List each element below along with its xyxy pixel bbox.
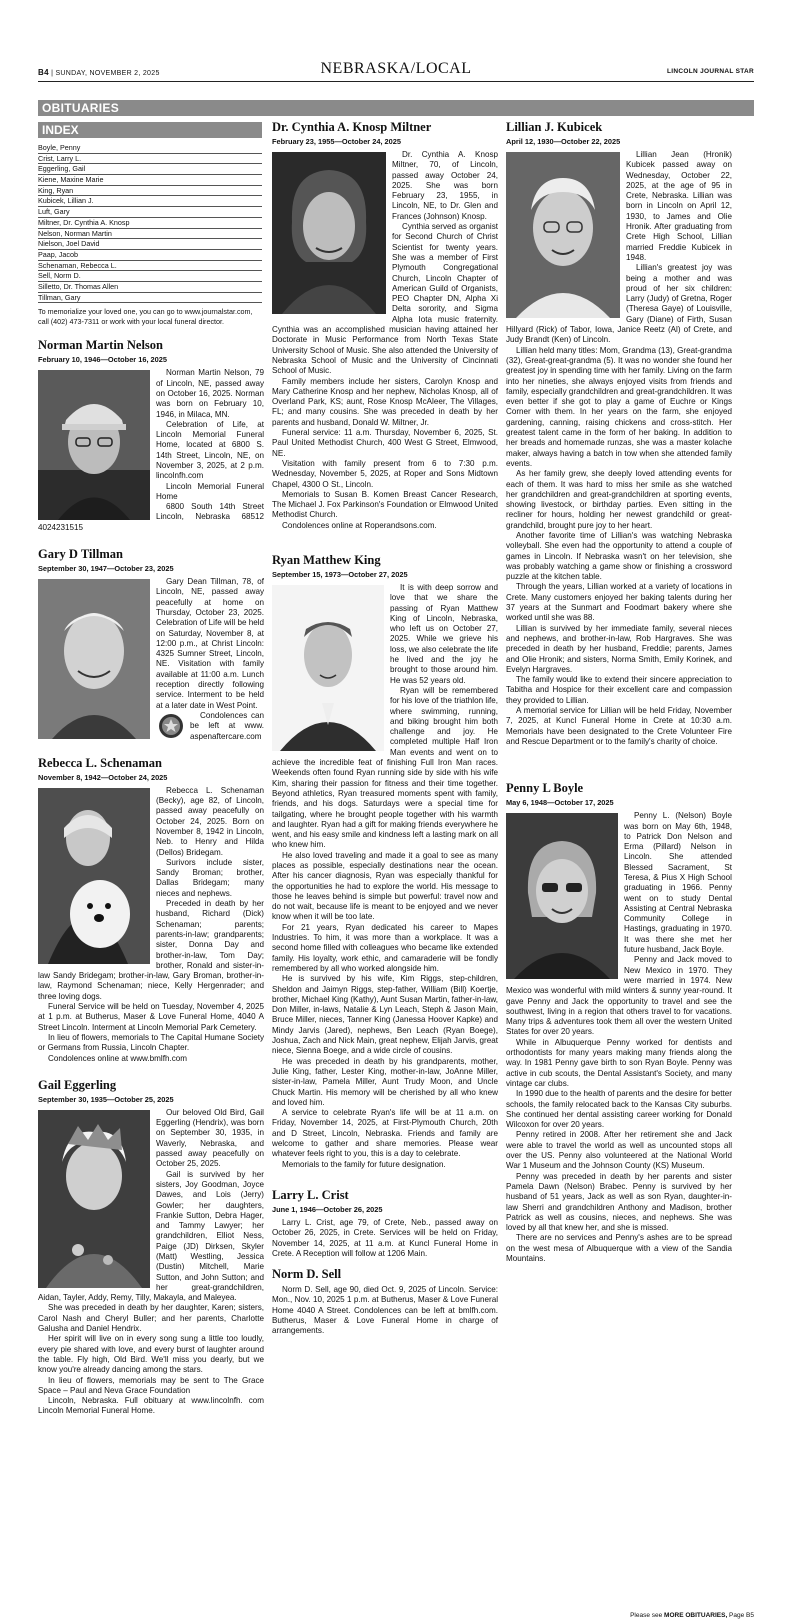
obit-name: Rebecca L. Schenaman xyxy=(38,755,162,770)
obit-paragraph: Memorials to Susan B. Komen Breast Cancer Research, The Michael J. Fox Parkinson's Foundation or Elmwood United Methodist Church. xyxy=(272,489,498,520)
index-item[interactable]: Sell, Norm D. xyxy=(38,271,262,282)
obit-body xyxy=(272,583,498,1170)
obit-name: Norm D. Sell xyxy=(272,1267,342,1282)
portrait-photo xyxy=(38,1110,150,1288)
obit-paragraph: A memorial service for Lillian will be held Friday, November 7, 2025, at Kuncl Funeral Home in Crete at 10:30 a.m. Memorials have been designated to the Crete Volunteer Fire and Rescue Department or to the family's charity of choice. xyxy=(506,706,732,746)
obit-paragraph: For 21 years, Ryan dedicated his career to Mapes Industries. To him, it was more than a workplace. It was a second home filled with colleagues who became like extended family. His loyalty, work ethic, and camaraderie will be fondly remembered by all who worked alongside him. xyxy=(272,922,498,973)
portrait-photo xyxy=(272,585,384,751)
obit-paragraph: Lillian's greatest joy was being a mother and was proud of her six children: Larry (Judy) of Gretna, Roger (Theresa Gaye) of Louisville, Gary (Diane) of Firth, Susan Hillyard (Rick) of Tabor, Iowa, Janice Reetz (Al) of Crete, and Judy Brandt (Ken) of Lincoln. xyxy=(506,263,732,345)
masthead xyxy=(38,60,754,82)
portrait-photo xyxy=(38,579,150,739)
page-number: B4 xyxy=(38,68,49,77)
obit-paragraph: Condolences online at Roperandsons.com. xyxy=(282,520,437,530)
index-item[interactable]: Kiene, Maxine Marie xyxy=(38,175,262,186)
column-1 xyxy=(38,120,264,1417)
obit-paragraph: Lillian held many titles: Mom, Grandma (13), Great-grandma (32), Great-great-grandma (5). It was no wonder she found her greatest joy in spending time with her family. Living on the farm into her nineties, she always enjoyed visits from friends and family, especially grandchildren and great-grandchildren. It was even better if she got to play a game of Euchre or Kings Corner with them. In her years on the farm, she enjoyed gardening, canning, raising chickens and cross-stitch. Her greatest talent came in the form of her baking. In addition to her breads and homemade runzas, she was a master kolache maker, always having a batch in tow when she attended family events. xyxy=(506,345,732,468)
index-item[interactable]: King, Ryan xyxy=(38,186,262,197)
obit-paragraph: Another favorite time of Lillian's was watching Nebraska volleyball. She even had the opportunity to attend a couple of games in Lincoln. If Nebraska wasn't on her television, she was probably watching a game show or finishing a crossword puzzle at the kitchen table. xyxy=(506,530,732,582)
obit-paragraph: Condolences can be left at www. aspenaftercare.com xyxy=(190,710,264,741)
index-item[interactable]: Tillman, Gary xyxy=(38,293,262,304)
obit-dates: September 30, 1935—October 25, 2025 xyxy=(38,1094,174,1104)
section-title: OBITUARIES xyxy=(38,100,754,116)
obit-dates: February 10, 1946—October 16, 2025 xyxy=(38,355,167,365)
index-note: To memorialize your loved one, you can go to www.journalstar.com, call (402) 473-7311 or work with your local funeral director. xyxy=(38,307,253,326)
obit-paragraph: In lieu of flowers, memorials to The Capital Humane Society or Germans from Russia, Lincoln Chapter. xyxy=(38,1032,264,1053)
obit-paragraph: Dr. Cynthia A. Knosp Miltner, 70, of Lincoln, passed away October 24, 2025. She was born February 23, 1955, in Lincoln, NE, to Dr. Glen and Frances (Johnson) Knosp. xyxy=(392,150,498,221)
obit-paragraph: Visitation with family present from 6 to 7:30 p.m. Wednesday, November 5, 2025, at Roper and Sons Midtown Chapel, 4300 O St., Lincoln. xyxy=(272,458,498,489)
obit-paragraph: Norman Martin Nelson, 79 of Lincoln, NE, passed away on October 16, 2025. Norman was born on February 10, 1946, in Milaca, MN. xyxy=(156,368,264,419)
obit-dates: May 6, 1948—October 17, 2025 xyxy=(506,798,614,808)
paper-name: LINCOLN JOURNAL STAR xyxy=(666,68,754,75)
issue-date: SUNDAY, NOVEMBER 2, 2025 xyxy=(55,70,160,77)
obit-dates: April 12, 1930—October 22, 2025 xyxy=(506,137,621,146)
portrait-photo xyxy=(506,152,620,318)
obit-paragraph: In 1990 due to the health of parents and the desire for better schools, the family relocated back to the Kansas City suburbs. She continued her dental assisting career working for Donald Wilcoxon for over 20 years. xyxy=(506,1089,732,1130)
index-item[interactable]: Boyle, Penny xyxy=(38,143,262,154)
obit-paragraph: Cynthia served as organist for Second Church of Christ Scientist for twenty years. She was a member of First Plymouth Congregational Church, Lincoln Chapter of American Guild of Organists, PEO Chapter DN, Alpha Xi Delta sorority, and Sigma Alpha Iota music fraternity. Cynthia was an accomplished musician having attained her Doctorate in Music Performance from North Texas State University School of Music. She also attended the University of Nebraska School of Music and the University of Cincinnati School of Music. xyxy=(272,222,498,376)
obit-paragraph: She was preceded in death by her daughter, Karen; sisters, Carol Nash and Cheryl Buller; and her parents, Charlotte Galusha and Daniel Hendrix. xyxy=(38,1303,264,1334)
portrait-photo xyxy=(272,152,386,314)
index-item[interactable]: Miltner, Dr. Cynthia A. Knosp xyxy=(38,218,262,229)
obit-name: Gary D Tillman xyxy=(38,547,123,562)
obit-paragraph: Through the years, Lillian worked at a variety of locations in Crete. Many customers enjoyed her baking talents during her 37 years at the Sunmart and Foodmart bakery where she worked until she was 88. xyxy=(506,582,732,623)
obit-paragraph: 6800 South 14th Street Lincoln, Nebraska 68512 4024231515 xyxy=(38,502,264,532)
obit-dates: June 1, 1946—October 26, 2025 xyxy=(272,1204,383,1214)
continued-prefix: Please see xyxy=(630,1612,665,1619)
obit-dates: September 30, 1947—October 23, 2025 xyxy=(38,564,174,574)
obit-paragraph: Gary Dean Tillman, 78, of Lincoln, NE, passed away peacefully at home on Thursday, October 23, 2025. Celebration of Life will be held on Saturday, November 8, at 12:00 p.m., at Christ Lincoln: 4325 Sumner Street, Lincoln, NE. Visitation with family available at 11:00 a.m. Lunch reception directly following service. Interment to be held at a later date in West Point. xyxy=(156,577,264,710)
obit-paragraph: Ryan will be remembered for his love of the triathlon life, where swimming, running, and biking brought him both challenge and joy. He completed multiple Half Iron Man events and went on to achieve the incredible feat of finishing Full Iron Man races. Weekends often found Ryan running side by side with his wife Kim, sharing their passion for fitness and their time together. Beyond athletics, Ryan treasured moments spent with family, friends, and his dogs. Saturdays were a special time for tailgating, where he brought people together with his warmth and laughter. Ryan had a gift for making friends everywhere he went, and his easy smile and kindness left a lasting mark on all who knew him. xyxy=(272,685,498,850)
column-3 xyxy=(506,120,732,1264)
obit-dates: September 15, 1973—October 27, 2025 xyxy=(272,569,408,579)
obit-name: Dr. Cynthia A. Knosp Miltner xyxy=(272,120,432,134)
obit-paragraph: Condolences online at www.bmlfh.com xyxy=(48,1053,188,1063)
obit-paragraph: Her spirit will live on in every song sung a little too loudly, every pie shared with love, and every burst of laughter around the table. Fly high, Old Bird. We'll miss you dearly, but we know you're already dancing among the stars. xyxy=(38,1334,264,1375)
page-date: B4 | SUNDAY, NOVEMBER 2, 2025 xyxy=(38,68,160,77)
obit-paragraph: Rebecca L. Schenaman (Becky), age 82, of Lincoln, passed away peacefully on October 24, 2025. Born on November 8, 1942 in Lincoln, Neb. to Henry and Hilda (Dellos) Bridegam. xyxy=(156,785,264,857)
obit-name: Lillian J. Kubicek xyxy=(506,120,603,134)
obit-paragraph: Penny retired in 2008. After her retirement she and Jack were able to travel the world as well as uncounted stops all over the US. Penny also volunteered at the National World War 1 Museum and the Johnson County (KS) Museum. xyxy=(506,1130,732,1171)
obit-paragraph: In lieu of flowers, memorials may be sent to The Grace Space – Paul and Neva Grace Foundation xyxy=(38,1375,264,1395)
portrait-photo xyxy=(38,370,150,520)
index-item[interactable]: Kubicek, Lillian J. xyxy=(38,196,262,207)
obit-dates: November 8, 1942—October 24, 2025 xyxy=(38,772,168,782)
portrait-photo xyxy=(506,813,618,979)
obit-paragraph: Penny L. (Nelson) Boyle was born on May 6th, 1948, to Patrick Don Nelson and Erma (Pillard) Nelson in Lincoln. She attended Blessed Sacrament, St Teresa, & Pius X High School graduating in 1966. Penny went on to study Dental Assisting at Central Nebraska Community College in Hastings, graduating in 1970. It was there she met her future husband, Jack Boyle. xyxy=(624,811,732,955)
obit-body xyxy=(272,1218,498,1259)
obit-name: Larry L. Crist xyxy=(272,1187,349,1202)
index-item[interactable]: Eggerling, Gail xyxy=(38,164,262,175)
obit-name: Penny L Boyle xyxy=(506,781,584,796)
obit-paragraph: He also loved traveling and made it a goal to see as many places as possible, especially destinations near the ocean. After his cancer diagnosis, Ryan was especially thankful for the opportunities he had to explore the world. His message to those he leaves behind is simple but powerful: travel now and do not wait, because life is meant to be enjoyed and we never know when it will be too late. xyxy=(272,850,498,922)
obit-paragraph: Family members include her sisters, Carolyn Knosp and Mary Catherine Knosp and her nephew, Nicholas Knosp, all of Overland Park, KS; aunt, Rose Knosp McAleer, The Villages, FL; and many cousins. She was preceded in death by her parents and husband, Donald W. Miltner, Jr. xyxy=(272,376,498,427)
obit-paragraph: Memorials to the family for future designation. xyxy=(282,1159,446,1169)
obit-paragraph: Penny and Jack moved to New Mexico in 1970. They were married in 1974. New Mexico was wonderful with mild winters & sunny year-round. It gave Penny and Jack the opportunity to travel and see the southwest, living in a region that others travel to for vacations. Many trips & adventures took them all over the western United States for over 20 years. xyxy=(506,955,732,1037)
obit-paragraph: Penny was preceded in death by her parents and sister Pamela Dawn (Nelson) Brabec. Penny is survived by her husband of 51 years, Jack as well as son Ryan, daughter-in-law Sherri and grandchildren Anthony and Madison, brother Patrick as well as cousins, nieces, and nephews. She was loved by all that knew her, and she is missed. xyxy=(506,1171,732,1233)
index-title: INDEX xyxy=(38,122,262,138)
obit-paragraph: Lillian is survived by her immediate family, several nieces and nephews, and brother-in-law, Rob Hargraves. She was preceded in death by her husband, Freddie; parents, James and Olie Hronik; and sisters, Norma Smith, Emily Korinek, and Evelyn Hargraves. xyxy=(506,623,732,674)
obit-paragraph: Surivors include sister, Sandy Broman; brother, Dallas Bridegam; many nieces and nephews. xyxy=(156,857,264,898)
obit-body xyxy=(38,577,264,742)
flag-emblem-icon xyxy=(158,713,184,739)
portrait-photo xyxy=(38,788,150,964)
obit-body xyxy=(38,786,264,1064)
obit-paragraph: Larry L. Crist, age 79, of Crete, Neb., passed away on October 26, 2025, in Crete. Services will be held on Friday, November 14, 2025, at 11 a.m. at Kuncl Funeral Home in Crete. A Reception will follow at 1206 Main. xyxy=(272,1217,498,1258)
continued-section: MORE OBITUARIES, xyxy=(664,1612,728,1619)
obit-dates: February 23, 1955—October 24, 2025 xyxy=(272,137,401,146)
index-item[interactable]: Nielson, Joel David xyxy=(38,239,262,250)
obit-body xyxy=(38,368,264,533)
obit-paragraph: It is with deep sorrow and love that we share the passing of Ryan Matthew King of Lincoln, Nebraska, who left us on October 27, 2025. While we grieve his loss, we also celebrate the life he lived and the joy he brought to those around him. He was 52 years old. xyxy=(390,582,498,685)
obit-paragraph: Preceded in death by her husband, Richard (Dick) Schenaman; parents; parents-in-law; grandparents; sister, Donna Day and brother-in-law, Tom Day; brother, Ronald and sister-in-law Sandy Bridegam; brother-in-law, Gary Broman, brother-in-law, Raymond Schenaman; niece, Kelly Hergenrader; and three loving dogs. xyxy=(38,899,264,1001)
obit-name: Ryan Matthew King xyxy=(272,552,381,567)
obit-name: Gail Eggerling xyxy=(38,1077,117,1092)
obit-body xyxy=(272,150,498,531)
obit-paragraph: Lillian Jean (Hronik) Kubicek passed away on Wednesday, October 22, 2025, at the age of 95 in Crete, Nebraska. Lillian was born in Lincoln on April 12, 1930, to James and Olie Hronik. After graduating from Crete High School, Lillian married Freddie Kubicek in 1948. xyxy=(626,150,732,262)
index-item[interactable]: Luft, Gary xyxy=(38,207,262,218)
obit-body xyxy=(506,150,732,747)
obit-paragraph: Lincoln Memorial Funeral Home xyxy=(156,481,264,501)
obit-paragraph: Funeral Service will be held on Tuesday, November 4, 2025 at 1 p.m. at Butherus, Maser & Love Funeral Home, 4040 A Street Lincoln. Interment at Lincoln Memorial Park Cemetery. xyxy=(38,1002,264,1032)
obit-paragraph: A service to celebrate Ryan's life will be at 11 a.m. on Friday, November 14, 2025, at First-Plymouth Church, 20th and D Street, Lincoln, Nebraska. Friends and family are welcome to gather and share memories. Please wear whatever feels right to you, this is a day to celebrate. xyxy=(272,1108,498,1159)
column-2 xyxy=(272,120,498,1337)
index-item[interactable]: Schenaman, Rebecca L. xyxy=(38,261,262,272)
obit-paragraph: The family would like to extend their sincere appreciation to Tabitha and Hospice for their excellent care and compassion they provided to Lillian. xyxy=(506,675,732,705)
obit-name: Norman Martin Nelson xyxy=(38,338,163,353)
section-name: NEBRASKA/LOCAL xyxy=(320,60,472,77)
obit-body xyxy=(272,1285,498,1336)
index-item[interactable]: Silletto, Dr. Thomas Allen xyxy=(38,282,262,293)
index-item[interactable]: Nelson, Norman Martin xyxy=(38,229,262,240)
obit-paragraph: There are no services and Penny's ashes are to be spread on the west mesa of Albuquerque with a view of the Sandia Mountains. xyxy=(506,1233,732,1263)
obit-paragraph: Gail is survived by her sisters, Joy Goodman, Joyce Dawes, and Lois (Jerry) Gowler; her daughters, Frankie Sutton, Debra Hager, and Tammy Lawyer; her grandchildren, Elliot Ness, Paige (JD) Dirksen, Skyler (Matt) Westling, Jessica (Dustin) Mitchell, Marie Sutton, and John Sutton; and her great-grandchildren, Aidan, Tayler, Addy, Remy, Tilly, Makayla, and Maleyea. xyxy=(38,1169,264,1303)
continued-page: Page B5 xyxy=(727,1612,754,1619)
obit-body xyxy=(506,811,732,1264)
index-item[interactable]: Crist, Larry L. xyxy=(38,154,262,165)
index-item[interactable]: Paap, Jacob xyxy=(38,250,262,261)
index-list xyxy=(38,143,262,303)
obit-paragraph: While in Albuquerque Penny worked for dentists and orthodontists for many years making many friends along the way. In 1981 Penny gave birth to son Ryan Boyle. Penny was active in cub scouts, the Dental Assistant's Society, and many vintage car clubs. xyxy=(506,1037,732,1088)
obit-paragraph: Lincoln, Nebraska. Full obituary at www.lincolnfh. com Lincoln Memorial Funeral Home. xyxy=(38,1396,264,1416)
obit-body xyxy=(38,1108,264,1417)
obit-paragraph: Our beloved Old Bird, Gail Eggerling (Hendrix), was born on September 30, 1935, in Waverly, Nebraska, and passed away peacefully on October 25, 2025. xyxy=(156,1107,264,1169)
obit-paragraph: As her family grew, she deeply loved attending events for each of them. It was hard to miss her smile as she watched her grandchildren and great-grandchildren at sporting events, showing livestock, or birthday parties. Even sitting in the recliner for hours, holding her newest grandchild or great-grandchild, brought pure joy to her heart. xyxy=(506,469,732,530)
obit-paragraph: He is survived by his wife, Kim Riggs, step-children, Sheldon and Jaimyn Riggs, step-father, William (Bill) Koertje, brother, Michael King (Kathy), Aunt Susan Martin, father-in-law, Don Miller, in-laws, Natalie & Lyn Leach, Steph & Jason Main, Bruce Miller, nieces, Tanner King (Janessa Hoover Kapke) and Mindy Jarvis (Jared), nephews, Ben Leach (Ryan Boege), Joshua, Zach and Nick Main, great nephew, Elijah Jarvis, great niece, Sienna Boege, and a wide circle of cousins. xyxy=(272,974,498,1056)
obit-paragraph: Norm D. Sell, age 90, died Oct. 9, 2025 of Lincoln. Service: Mon., Nov. 10, 2025 1 p.m. at Butherus, Maser & Love Funeral Home 4040 A Street. Condolences can be left at bmlfh.com. Butherus, Maser & Love Funeral Home in charge of arrangements. xyxy=(272,1285,498,1336)
obit-paragraph: Celebration of Life, at Lincoln Memorial Funeral Home, located at 6800 S. 14th Street, Lincoln, NE, on November 3, 2025, at 2 p.m. lincolnfh.com xyxy=(156,419,264,481)
obit-paragraph: Funeral service: 11 a.m. Thursday, November 6, 2025, St. Paul United Methodist Church, 400 West G Street, Elmwood, NE. xyxy=(272,428,498,458)
continued-note[interactable] xyxy=(630,1612,754,1619)
obit-paragraph: He was preceded in death by his grandparents, mother, Julie King, father, Lester King, mother-in-law, JoAnne Miller, sister-in-law, Pamela Miller, Aunt Trudy Moon, and Uncle Chuck Martin. His memory will be cherished by all who knew and loved him. xyxy=(272,1056,498,1107)
